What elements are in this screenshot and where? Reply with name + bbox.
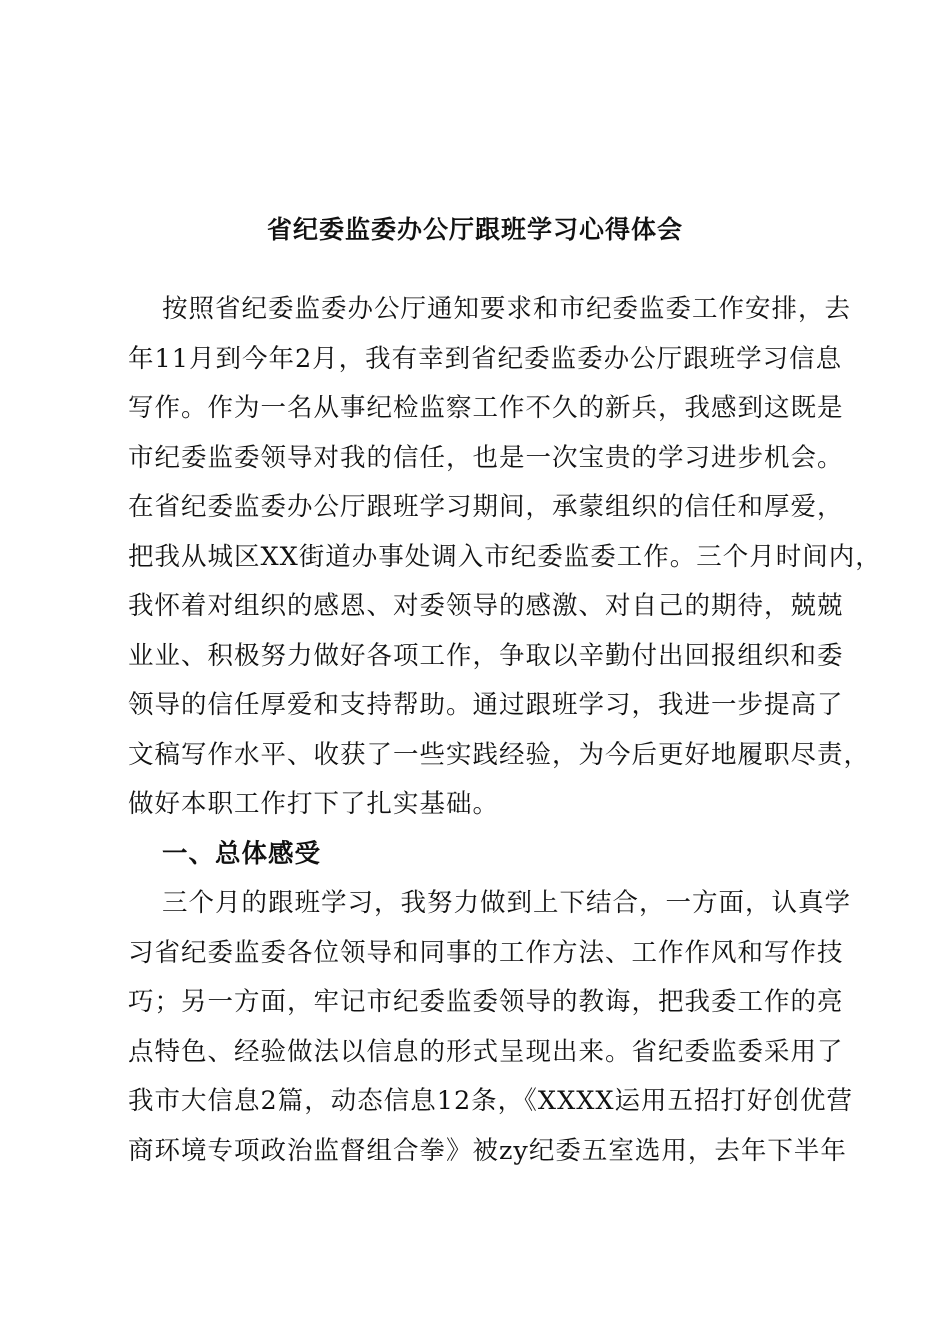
paragraph-line: 业业、积极努力做好各项工作，争取以辛勤付出回报组织和委 [128,640,844,671]
paragraph-line: 年11月到今年2月，我有幸到省纪委监委办公厅跟班学习信息 [128,343,843,374]
paragraph-line: 我市大信息2篇，动态信息12条，《XXXX运用五招打好创优营 [128,1086,854,1116]
paragraph-line: 文稿写作水平、收获了一些实践经验，为今后更好地履职尽责， [128,739,871,770]
paragraph-line: 商环境专项政治监督组合拳》被zy纪委五室选用，去年下半年 [128,1135,847,1166]
paragraph-line: 按照省纪委监委办公厅通知要求和市纪委监委工作安排，去 [162,294,852,324]
paragraph-line: 在省纪委监委办公厅跟班学习期间，承蒙组织的信任和厚爱， [128,492,844,522]
paragraph-1 [128,285,882,879]
paragraph-line: 习省纪委监委各位领导和同事的工作方法、工作作风和写作技 [128,937,844,968]
paragraph-2 [128,879,854,1176]
section-heading: 一、总体感受 [162,838,322,869]
paragraph-line: 把我从城区XX街道办事处调入市纪委监委工作。三个月时间内， [128,541,882,572]
paragraph-line: 我怀着对组织的感恩、对委领导的感激、对自己的期待，兢兢 [128,591,844,621]
paragraph-line: 市纪委监委领导对我的信任，也是一次宝贵的学习进步机会。 [128,442,844,473]
paragraph-line: 三个月的跟班学习，我努力做到上下结合，一方面，认真学 [162,888,852,918]
paragraph-line: 点特色、经验做法以信息的形式呈现出来。省纪委监委采用了 [128,1036,844,1067]
paragraph-line: 写作。作为一名从事纪检监察工作不久的新兵，我感到这既是 [128,393,844,423]
paragraph-line: 做好本职工作打下了扎实基础。 [128,789,500,819]
paragraph-line: 巧；另一方面，牢记市纪委监委领导的教诲，把我委工作的亮 [128,987,844,1017]
paragraph-line: 领导的信任厚爱和支持帮助。通过跟班学习，我进一步提高了 [128,690,844,720]
document-title: 省纪委监委办公厅跟班学习心得体会 [266,215,683,244]
